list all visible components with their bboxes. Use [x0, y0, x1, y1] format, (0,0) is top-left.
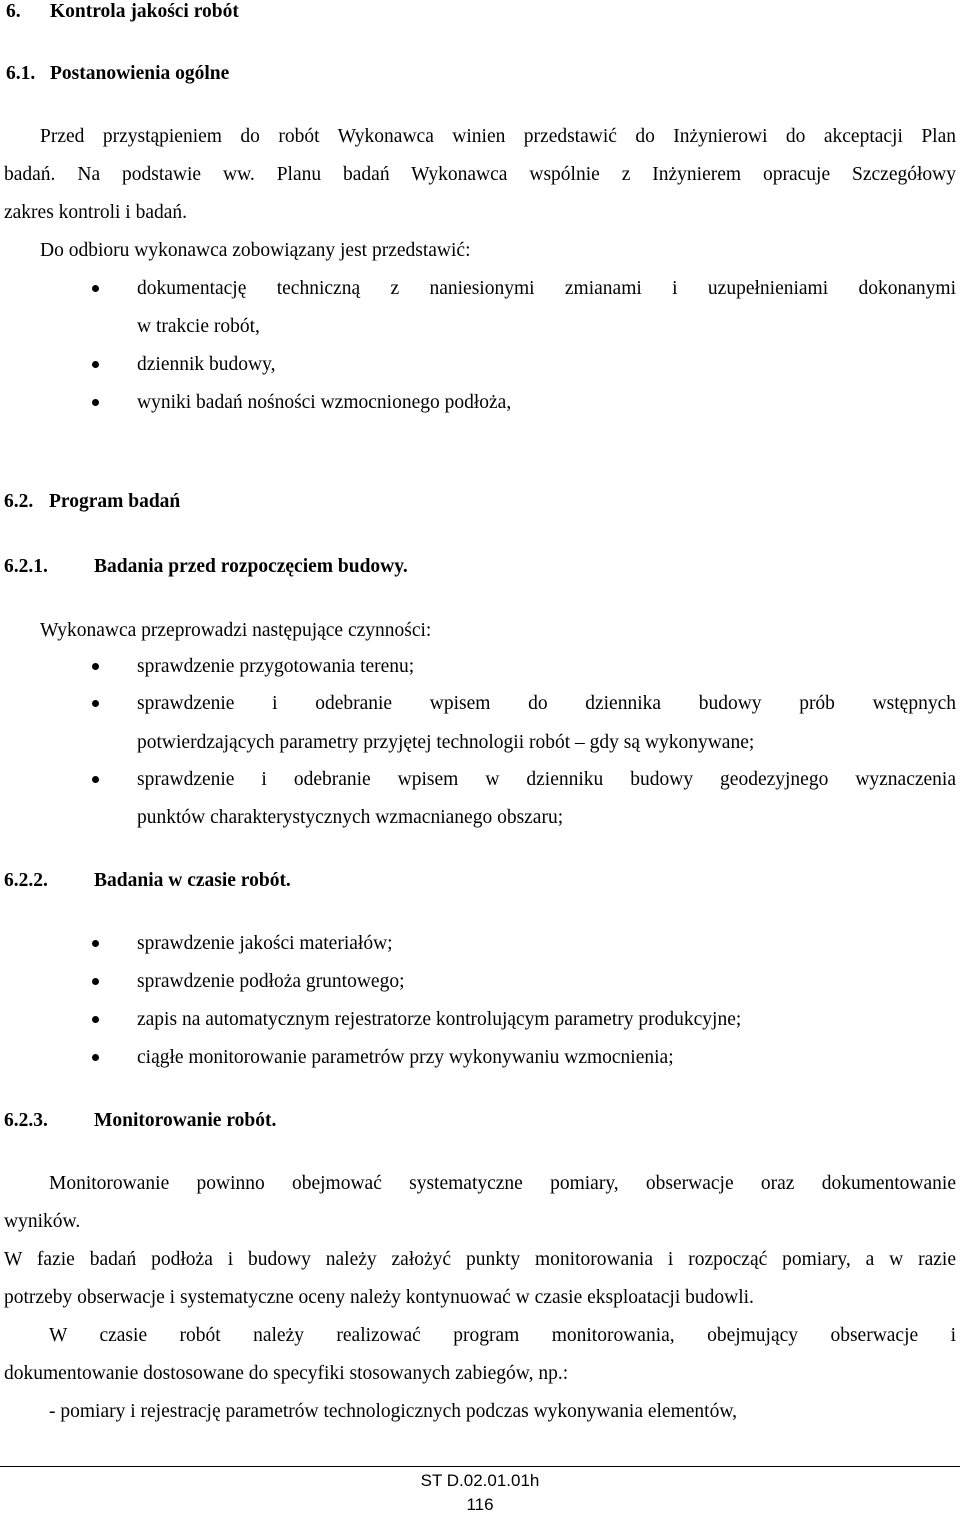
list-item: sprawdzenie jakości materiałów; — [137, 933, 393, 954]
list-item: sprawdzenie przygotowania terenu; — [137, 656, 415, 677]
bullet-icon — [92, 940, 99, 947]
section-6-1-title: Postanowienia ogólne — [50, 63, 230, 84]
list-item: wyniki badań nośności wzmocnionego podłoża, — [137, 392, 512, 413]
section-6-2-2-number: 6.2.2. — [4, 870, 48, 891]
section-6-2-3-title: Monitorowanie robót. — [94, 1110, 277, 1131]
paragraph-line: - pomiary i rejestrację parametrów technologicznych podczas wykonywania elementów, — [49, 1401, 738, 1422]
list-item-continuation: punktów charakterystycznych wzmacnianego obszaru; — [137, 807, 564, 828]
bullet-icon — [92, 285, 99, 292]
paragraph-line: dokumentowanie dostosowane do specyfiki stosowanych zabiegów, np.: — [4, 1363, 569, 1384]
paragraph-line: W fazie badań podłoża i budowy należy założyć punkty monitorowania i rozpocząć pomiary, a w razie — [4, 1249, 956, 1270]
section-6-2-1-title: Badania przed rozpoczęciem budowy. — [94, 556, 408, 577]
list-item: sprawdzenie i odebranie wpisem w dzienniku budowy geodezyjnego wyznaczenia — [137, 769, 956, 790]
section-6-2-number: 6.2. — [4, 491, 34, 512]
section-6-2-3-number: 6.2.3. — [4, 1110, 48, 1131]
paragraph-line: Monitorowanie powinno obejmować systematyczne pomiary, obserwacje oraz dokumentowanie — [49, 1173, 956, 1194]
paragraph-line: W czasie robót należy realizować program monitorowania, obejmujący obserwacje i — [49, 1325, 956, 1346]
section-6-2-1-number: 6.2.1. — [4, 556, 48, 577]
paragraph-line: potrzeby obserwacje i systematyczne oceny należy kontynuować w czasie eksploatacji budowli. — [4, 1287, 754, 1308]
bullet-icon — [92, 361, 99, 368]
section-6-1-number: 6.1. — [6, 63, 36, 84]
paragraph-line: badań. Na podstawie ww. Planu badań Wykonawca wspólnie z Inżynierem opracuje Szczegółowy — [4, 164, 956, 185]
list-item: dokumentację techniczną z naniesionymi zmianami i uzupełnieniami dokonanymi — [137, 278, 956, 299]
bullet-icon — [92, 1016, 99, 1023]
bullet-icon — [92, 1054, 99, 1061]
bullet-icon — [92, 663, 99, 670]
section-6-number: 6. — [6, 1, 21, 22]
list-item: ciągłe monitorowanie parametrów przy wykonywaniu wzmocnienia; — [137, 1047, 674, 1068]
bullet-icon — [92, 978, 99, 985]
list-item: dziennik budowy, — [137, 354, 276, 375]
list-item: sprawdzenie podłoża gruntowego; — [137, 971, 405, 992]
paragraph-line: zakres kontroli i badań. — [4, 202, 188, 223]
bullet-icon — [92, 399, 99, 406]
paragraph-line: Do odbioru wykonawca zobowiązany jest przedstawić: — [40, 240, 471, 261]
list-item-continuation: w trakcie robót, — [137, 316, 260, 337]
section-6-title: Kontrola jakości robót — [50, 1, 239, 22]
list-item: zapis na automatycznym rejestratorze kontrolującym parametry produkcyjne; — [137, 1009, 742, 1030]
bullet-icon — [92, 700, 99, 707]
list-item-continuation: potwierdzających parametry przyjętej technologii robót – gdy są wykonywane; — [137, 732, 755, 753]
bullet-icon — [92, 776, 99, 783]
footer-doc-code: ST D.02.01.01h — [420, 1471, 540, 1490]
section-6-2-2-title: Badania w czasie robót. — [94, 870, 291, 891]
list-item: sprawdzenie i odebranie wpisem do dziennika budowy prób wstępnych — [137, 693, 956, 714]
paragraph-line: wyników. — [4, 1211, 81, 1232]
paragraph-line: Przed przystąpieniem do robót Wykonawca winien przedstawić do Inżynierowi do akceptacji Plan — [40, 126, 956, 147]
paragraph-line: Wykonawca przeprowadzi następujące czynności: — [40, 620, 432, 641]
footer-page-number: 116 — [466, 1495, 494, 1514]
footer-rule — [0, 1466, 960, 1467]
section-6-2-title: Program badań — [49, 491, 181, 512]
